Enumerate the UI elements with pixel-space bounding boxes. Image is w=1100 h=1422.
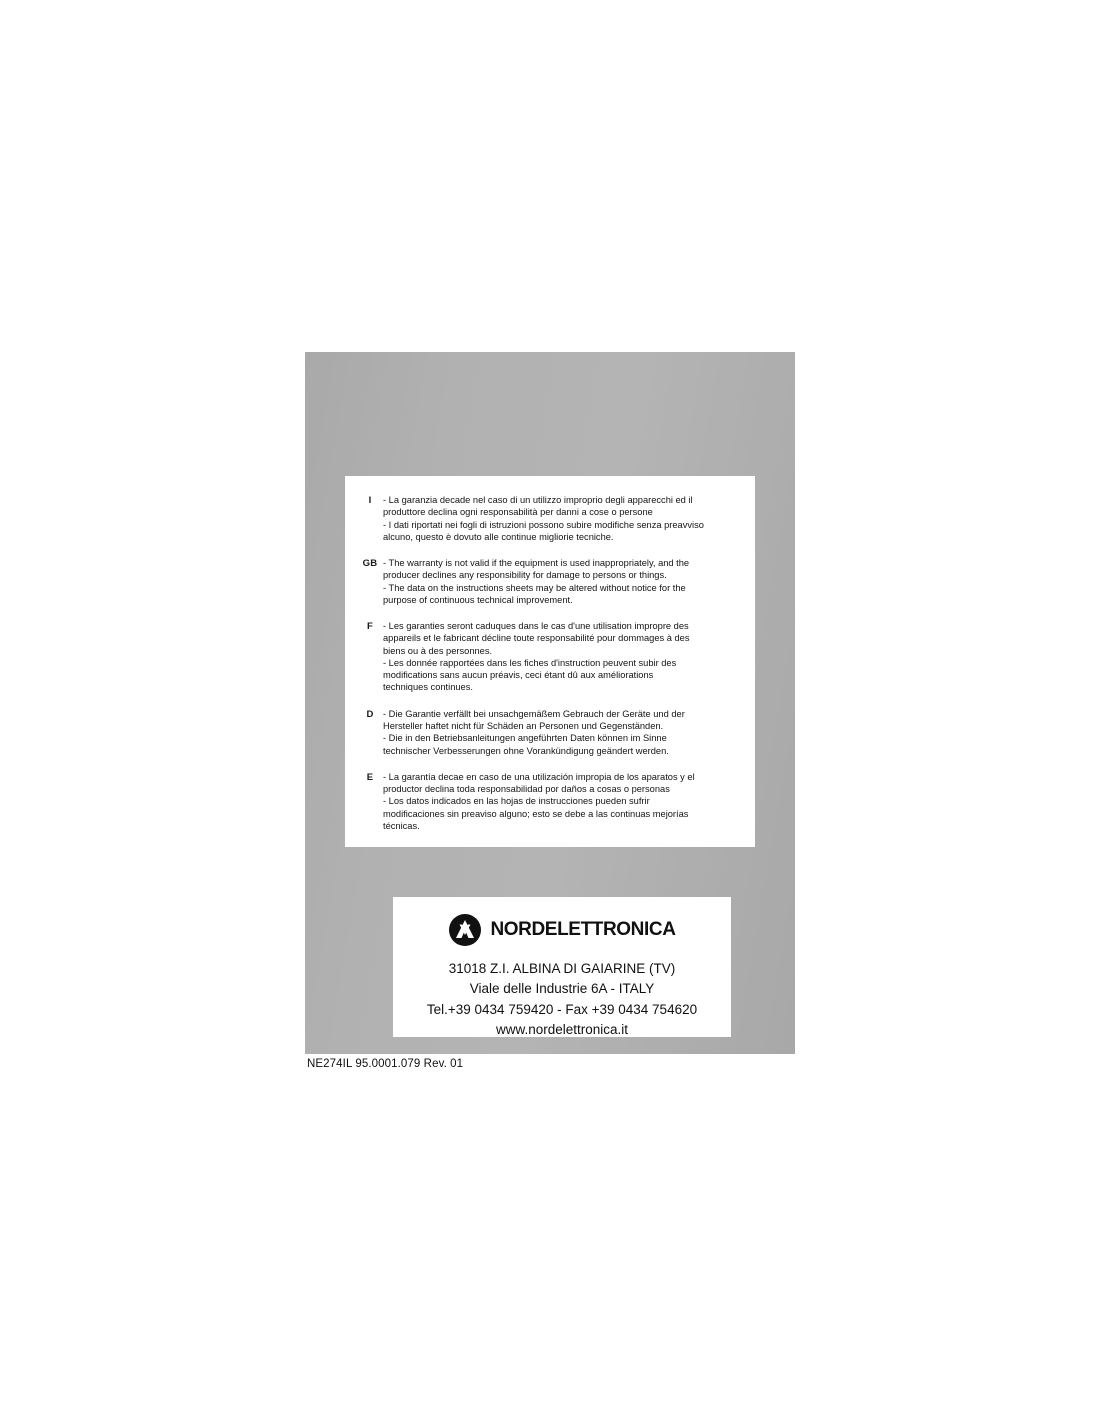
disclaimer-text xyxy=(383,708,739,757)
disclaimer-line: - Les donnée rapportées dans les fiches d'instruction peuvent subir des xyxy=(383,657,677,668)
disclaimer-line: - Die Garantie verfällt bei unsachgemäßem Gebrauch der Geräte und der xyxy=(383,708,685,719)
document-page xyxy=(305,352,795,1054)
address-line: Viale delle Industrie 6A - ITALY xyxy=(469,981,655,997)
disclaimer-line: modifications sans aucun préavis, ceci étant dû aux améliorations xyxy=(383,670,654,681)
disclaimer-block-gb xyxy=(357,557,739,606)
disclaimer-line: - La garanzia decade nel caso di un utilizzo improprio degli apparecchi ed il xyxy=(383,495,693,505)
website-line: www.nordelettronica.it xyxy=(495,1021,629,1037)
disclaimer-line: - La garantía decae en caso de una utilización impropia de los aparatos y el xyxy=(383,771,695,782)
disclaimer-line: productor declina toda responsabilidad por daños a cosas o personas xyxy=(383,784,670,795)
company-logo xyxy=(393,913,731,947)
disclaimer-box xyxy=(345,476,755,847)
address-line: 31018 Z.I. ALBINA DI GAIARINE (TV) xyxy=(448,961,676,976)
disclaimer-line: techniques continues. xyxy=(383,682,473,693)
disclaimer-line: - Les garanties seront caduques dans le cas d'une utilisation impropre des xyxy=(383,621,689,632)
nordelettronica-logo-icon xyxy=(448,913,482,947)
disclaimer-text xyxy=(383,620,739,694)
language-tag: E xyxy=(366,771,374,783)
disclaimer-line: appareils et le fabricant décline toute responsabilité pour dommages à des xyxy=(383,633,690,644)
company-name: NORDELETTRONICA xyxy=(490,919,676,940)
disclaimer-block-fr xyxy=(357,620,739,694)
language-tag: I xyxy=(368,495,372,506)
disclaimer-line: producer declines any responsibility for damage to persons or things. xyxy=(383,570,667,581)
disclaimer-line: - I dati riportati nei fogli di istruzioni possono subire modifiche senza preavviso xyxy=(383,519,704,530)
disclaimer-line: - The warranty is not valid if the equipment is used inappropriately, and the xyxy=(383,558,690,569)
disclaimer-line: técnicas. xyxy=(383,820,420,831)
disclaimer-line: biens ou à des personnes. xyxy=(383,645,493,656)
disclaimer-text xyxy=(383,494,739,543)
disclaimer-line: technischer Verbesserungen ohne Vorankündigung geändert werden. xyxy=(383,745,669,756)
language-tag: D xyxy=(366,708,374,720)
disclaimer-line: produttore declina ogni responsabilità per danni a cose o persone xyxy=(383,507,653,518)
disclaimer-text xyxy=(383,557,739,606)
language-tag: GB xyxy=(362,558,378,570)
disclaimer-line: - The data on the instructions sheets may be altered without notice for the xyxy=(383,582,686,593)
language-tag: F xyxy=(366,621,373,633)
disclaimer-text xyxy=(383,771,739,832)
disclaimer-block-de xyxy=(357,708,739,757)
address-line: Tel.+39 0434 759420 - Fax +39 0434 754620 xyxy=(426,1001,698,1017)
disclaimer-line: purpose of continuous technical improvement. xyxy=(383,594,573,605)
disclaimer-block-es xyxy=(357,771,739,832)
disclaimer-line: alcuno, questo è dovuto alle continue migliorie tecniche. xyxy=(383,531,614,542)
disclaimer-line: - Los datos indicados en las hojas de instrucciones pueden sufrir xyxy=(383,796,650,807)
disclaimer-line: modificaciones sin preaviso alguno; esto se debe a las continuas mejorías xyxy=(383,808,689,819)
document-code: NE274IL 95.0001.079 Rev. 01 xyxy=(307,1058,464,1070)
disclaimer-line: Hersteller haftet nicht für Schäden an Personen und Gegenständen. xyxy=(383,720,664,731)
disclaimer-block-it xyxy=(357,494,739,543)
disclaimer-line: - Die in den Betriebsanleitungen angeführten Daten können im Sinne xyxy=(383,733,667,744)
company-footer-box xyxy=(393,897,731,1037)
